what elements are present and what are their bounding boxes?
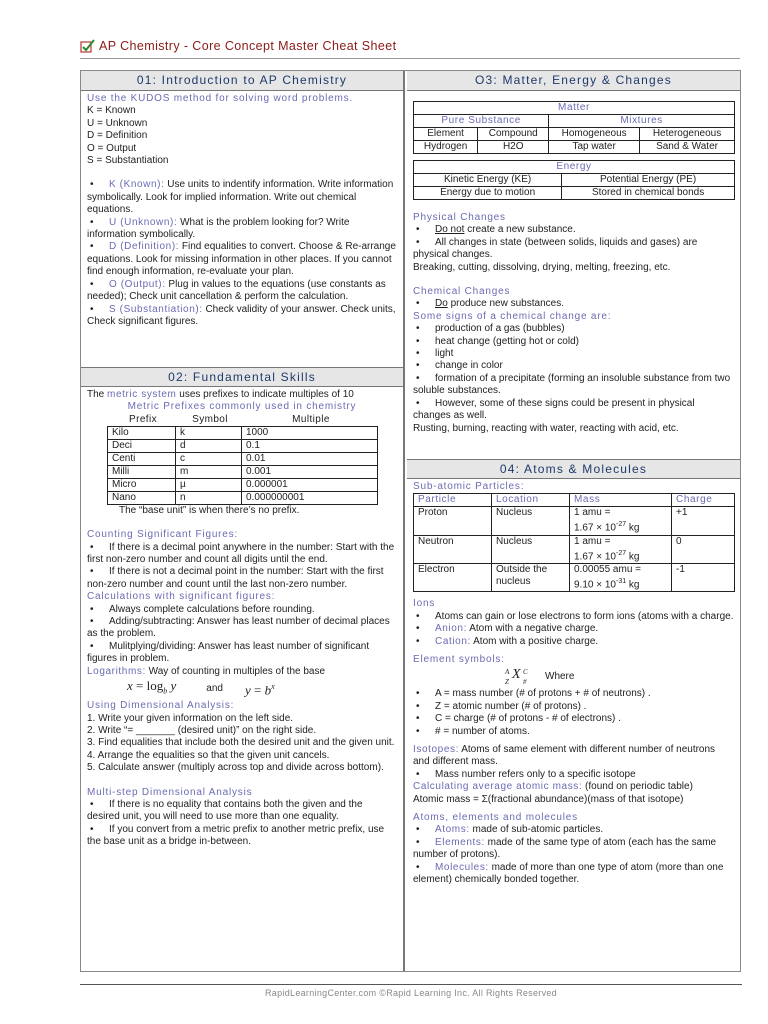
subatomic-table xyxy=(413,493,735,592)
sigfig-heading: Counting Significant Figures: xyxy=(87,529,239,541)
table-row: Proton Nucleus 1 amu = $1.67 \times 10^{-27}$ kg +1 xyxy=(414,507,735,535)
kudos-def-d: D = Definition xyxy=(87,130,148,142)
mixtures-label: Mixtures xyxy=(549,115,735,128)
kudos-def-u: U = Unknown xyxy=(87,117,148,129)
section-04 xyxy=(407,459,740,891)
log-equation: $x = \log_b y$ xyxy=(127,678,177,696)
kudos-def-s: S = Substantiation xyxy=(87,155,169,167)
list-item: • Do not create a new substance. xyxy=(413,224,734,236)
list-item: • formation of a precipitate (forming an insoluble substance from two soluble substances. xyxy=(413,373,734,398)
isotopes-text: Isotopes: Atoms of same element with different number of neutrons and different mass. xyxy=(413,744,716,768)
footer-divider xyxy=(80,984,742,985)
chemical-changes-list xyxy=(413,298,734,310)
dim-analysis-list xyxy=(87,713,397,775)
matter-title: Matter xyxy=(414,102,735,115)
list-item: 5. Calculate answer (multiply across top and divide across bottom). xyxy=(87,762,384,774)
section-04-heading: 04: Atoms & Molecules xyxy=(407,459,740,479)
list-item: • Mulitplying/dividing: Answer has least number of significant figures in problem. xyxy=(87,641,397,666)
list-item: • Adding/subtracting: Answer has least number of decimal places as the problem. xyxy=(87,616,397,641)
isotopes-list xyxy=(413,769,734,781)
section-01 xyxy=(81,71,403,367)
list-item: • Mass number refers only to a specific isotope xyxy=(413,769,734,781)
list-item: • Always complete calculations before rounding. xyxy=(87,604,397,616)
table-row: Nano n 0.000000001 xyxy=(108,491,378,504)
ions-heading: Ions xyxy=(413,598,436,610)
and-label: and xyxy=(206,682,223,694)
list-item: • production of a gas (bubbles) xyxy=(413,323,734,335)
metric-system-text: The metric system uses prefixes to indicate multiples of 10 xyxy=(87,389,354,400)
dim-analysis-heading: Using Dimensional Analysis: xyxy=(87,700,235,712)
list-item: • If there is a decimal point anywhere in the number: Start with the first non-zero number and count all digits until the end. xyxy=(87,542,397,567)
section-03-heading: O3: Matter, Energy & Changes xyxy=(407,71,740,91)
physical-changes-heading: Physical Changes xyxy=(413,212,506,223)
aem-heading: Atoms, elements and molecules xyxy=(413,812,578,824)
list-item: • C = charge (# of protons - # of electrons) . xyxy=(413,713,734,725)
pure-substance-label: Pure Substance xyxy=(414,115,549,128)
list-item: • Z = atomic number (# of protons) . xyxy=(413,701,734,713)
section-03 xyxy=(407,71,740,459)
list-item: 2. Write “= _______ (desired unit)” on the right side. xyxy=(87,724,317,736)
matter-table xyxy=(413,101,735,154)
table-row: Deci d 0.1 xyxy=(108,439,378,452)
kudos-def-o: O = Output xyxy=(87,142,137,154)
energy-title: Energy xyxy=(414,161,735,174)
average-mass-text: Calculating average atomic mass: (found on periodic table) xyxy=(413,781,693,793)
list-item: • All changes in state (between solids, liquids and gases) are physical changes. xyxy=(413,237,734,262)
base-unit-note: The “base unit” is when there’s no prefix. xyxy=(119,504,300,516)
prefix-table xyxy=(107,426,378,505)
physical-changes-list xyxy=(413,224,734,261)
calc-heading: Calculations with significant figures: xyxy=(87,591,276,603)
checklist-icon xyxy=(80,39,96,53)
average-mass-formula: Atomic mass = Σ(fractional abundance)(mass of that isotope) xyxy=(413,793,684,805)
section-02-heading: 02: Fundamental Skills xyxy=(81,367,403,387)
list-item: • D (Definition): Find equalities to convert. Choose & Re-arrange equations. Look for missing information in other places. If you cannot find enough information, re-evaluate your plan. xyxy=(87,241,397,278)
list-item: • heat change (getting hot or cold) xyxy=(413,336,734,348)
page-footer: RapidLearningCenter.com ©Rapid Learning Inc. All Rights Reserved xyxy=(265,988,557,998)
list-item: • light xyxy=(413,348,734,360)
table-row: Micro µ 0.000001 xyxy=(108,478,378,491)
cheat-sheet-frame xyxy=(80,70,741,972)
kudos-def-k: K = Known xyxy=(87,105,136,117)
list-item: • S (Substantiation): Check validity of your answer. Check units, Check significant figures. xyxy=(87,304,397,329)
subatomic-heading: Sub-atomic Particles: xyxy=(413,481,525,492)
list-item: • K (Known): Use units to indentify information. Write information symbolically. Look for implied information. Write out chemical equations. xyxy=(87,179,397,216)
left-column xyxy=(81,71,405,971)
element-symbol-notation xyxy=(505,666,734,688)
right-column xyxy=(407,71,740,971)
list-item: • U (Unknown): What is the problem looking for? Write information symbolically. xyxy=(87,217,397,242)
energy-table xyxy=(413,160,735,200)
list-item: • If you convert from a metric prefix to another metric prefix, use the base unit as a bridge in-between. xyxy=(87,824,397,849)
table-row: Hydrogen H2O Tap water Sand & Water xyxy=(414,141,735,154)
prefix-table-title: Metric Prefixes commonly used in chemistry xyxy=(127,401,357,413)
calc-list xyxy=(87,604,397,666)
list-item: 1. Write your given information on the left side. xyxy=(87,712,294,724)
chemical-examples: Rusting, burning, reacting with water, reacting with acid, etc. xyxy=(413,422,679,434)
list-item: • Atoms: made of sub-atomic particles. xyxy=(413,824,734,836)
list-item: • Elements: made of the same type of atom (each has the same number of protons). xyxy=(413,837,734,862)
aem-list xyxy=(413,824,734,886)
list-item: • A = mass number (# of protons + # of neutrons) . xyxy=(413,688,734,700)
list-item: • Molecules: made of more than one type of atom (more than one element) chemically bonded together. xyxy=(413,862,734,887)
sigfig-list xyxy=(87,542,397,592)
multi-step-heading: Multi-step Dimensional Analysis xyxy=(87,786,253,798)
title-divider xyxy=(80,58,740,59)
list-item: • Anion: Atom with a negative charge. xyxy=(413,623,734,635)
page-header xyxy=(80,36,740,56)
kudos-list xyxy=(87,179,397,328)
table-row: Neutron Nucleus 1 amu = $1.67 \times 10^{-27}$ kg 0 xyxy=(414,535,735,563)
table-row: Centi c 0.01 xyxy=(108,452,378,465)
table-header-row: Particle Location Mass Charge xyxy=(414,494,735,507)
list-item: • Do produce new substances. xyxy=(413,298,734,310)
page-title: AP Chemistry - Core Concept Master Cheat Sheet xyxy=(99,39,397,53)
ions-list xyxy=(413,611,734,648)
list-item: • change in color xyxy=(413,360,734,372)
element-symbols-list xyxy=(413,688,734,738)
list-item: 4. Arrange the equalities so that the given unit cancels. xyxy=(87,749,330,761)
signs-heading: Some signs of a chemical change are: xyxy=(413,310,612,322)
chemical-changes-heading: Chemical Changes xyxy=(413,286,511,298)
physical-examples: Breaking, cutting, dissolving, drying, melting, freezing, etc. xyxy=(413,261,671,273)
section-01-heading: 01: Introduction to AP Chemistry xyxy=(81,71,403,91)
where-label: Where xyxy=(545,671,575,683)
multi-step-list xyxy=(87,799,397,849)
table-row: Element Compound Homogeneous Heterogeneous xyxy=(414,128,735,141)
exponent-equation: $y = b^x$ xyxy=(244,682,275,698)
list-item: • O (Output): Plug in values to the equations (use constants as needed); Check unit cancellation & perform the calculation. xyxy=(87,279,397,304)
element-symbols-heading: Element symbols: xyxy=(413,654,505,666)
signs-list xyxy=(413,323,734,422)
kudos-intro: Use the KUDOS method for solving word problems. xyxy=(87,93,354,104)
list-item: 3. Find equalities that include both the desired unit and the given unit. xyxy=(87,737,395,749)
table-row: Kinetic Energy (KE) Potential Energy (PE) xyxy=(414,174,735,187)
list-item: • If there is no equality that contains both the given and the desired unit, you will need to use more than one equality. xyxy=(87,799,397,824)
table-row: Energy due to motion Stored in chemical bonds xyxy=(414,187,735,200)
table-row: Electron Outside the nucleus 0.00055 amu = $9.10 \times 10^{-31}$ kg -1 xyxy=(414,564,735,592)
logarithm-text: Logarithms: Way of counting in multiples of the base xyxy=(87,665,326,677)
section-02 xyxy=(81,367,403,853)
list-item: • However, some of these signs could be present in physical changes as well. xyxy=(413,398,734,423)
table-row: Milli m 0.001 xyxy=(108,465,378,478)
prefix-table-header: Prefix Symbol Multiple xyxy=(129,413,330,425)
nuclide-symbol: A Z X C # xyxy=(505,667,528,687)
list-item: • If there is not a decimal point in the number: Start with the first non-zero number and count until the last non-zero number. xyxy=(87,566,397,591)
logarithm-equations xyxy=(127,680,397,698)
list-item: • Cation: Atom with a positive charge. xyxy=(413,636,734,648)
list-item: • Atoms can gain or lose electrons to form ions (atoms with a charge. xyxy=(413,611,734,623)
table-row: Kilo k 1000 xyxy=(108,426,378,439)
list-item: • # = number of atoms. xyxy=(413,726,734,738)
